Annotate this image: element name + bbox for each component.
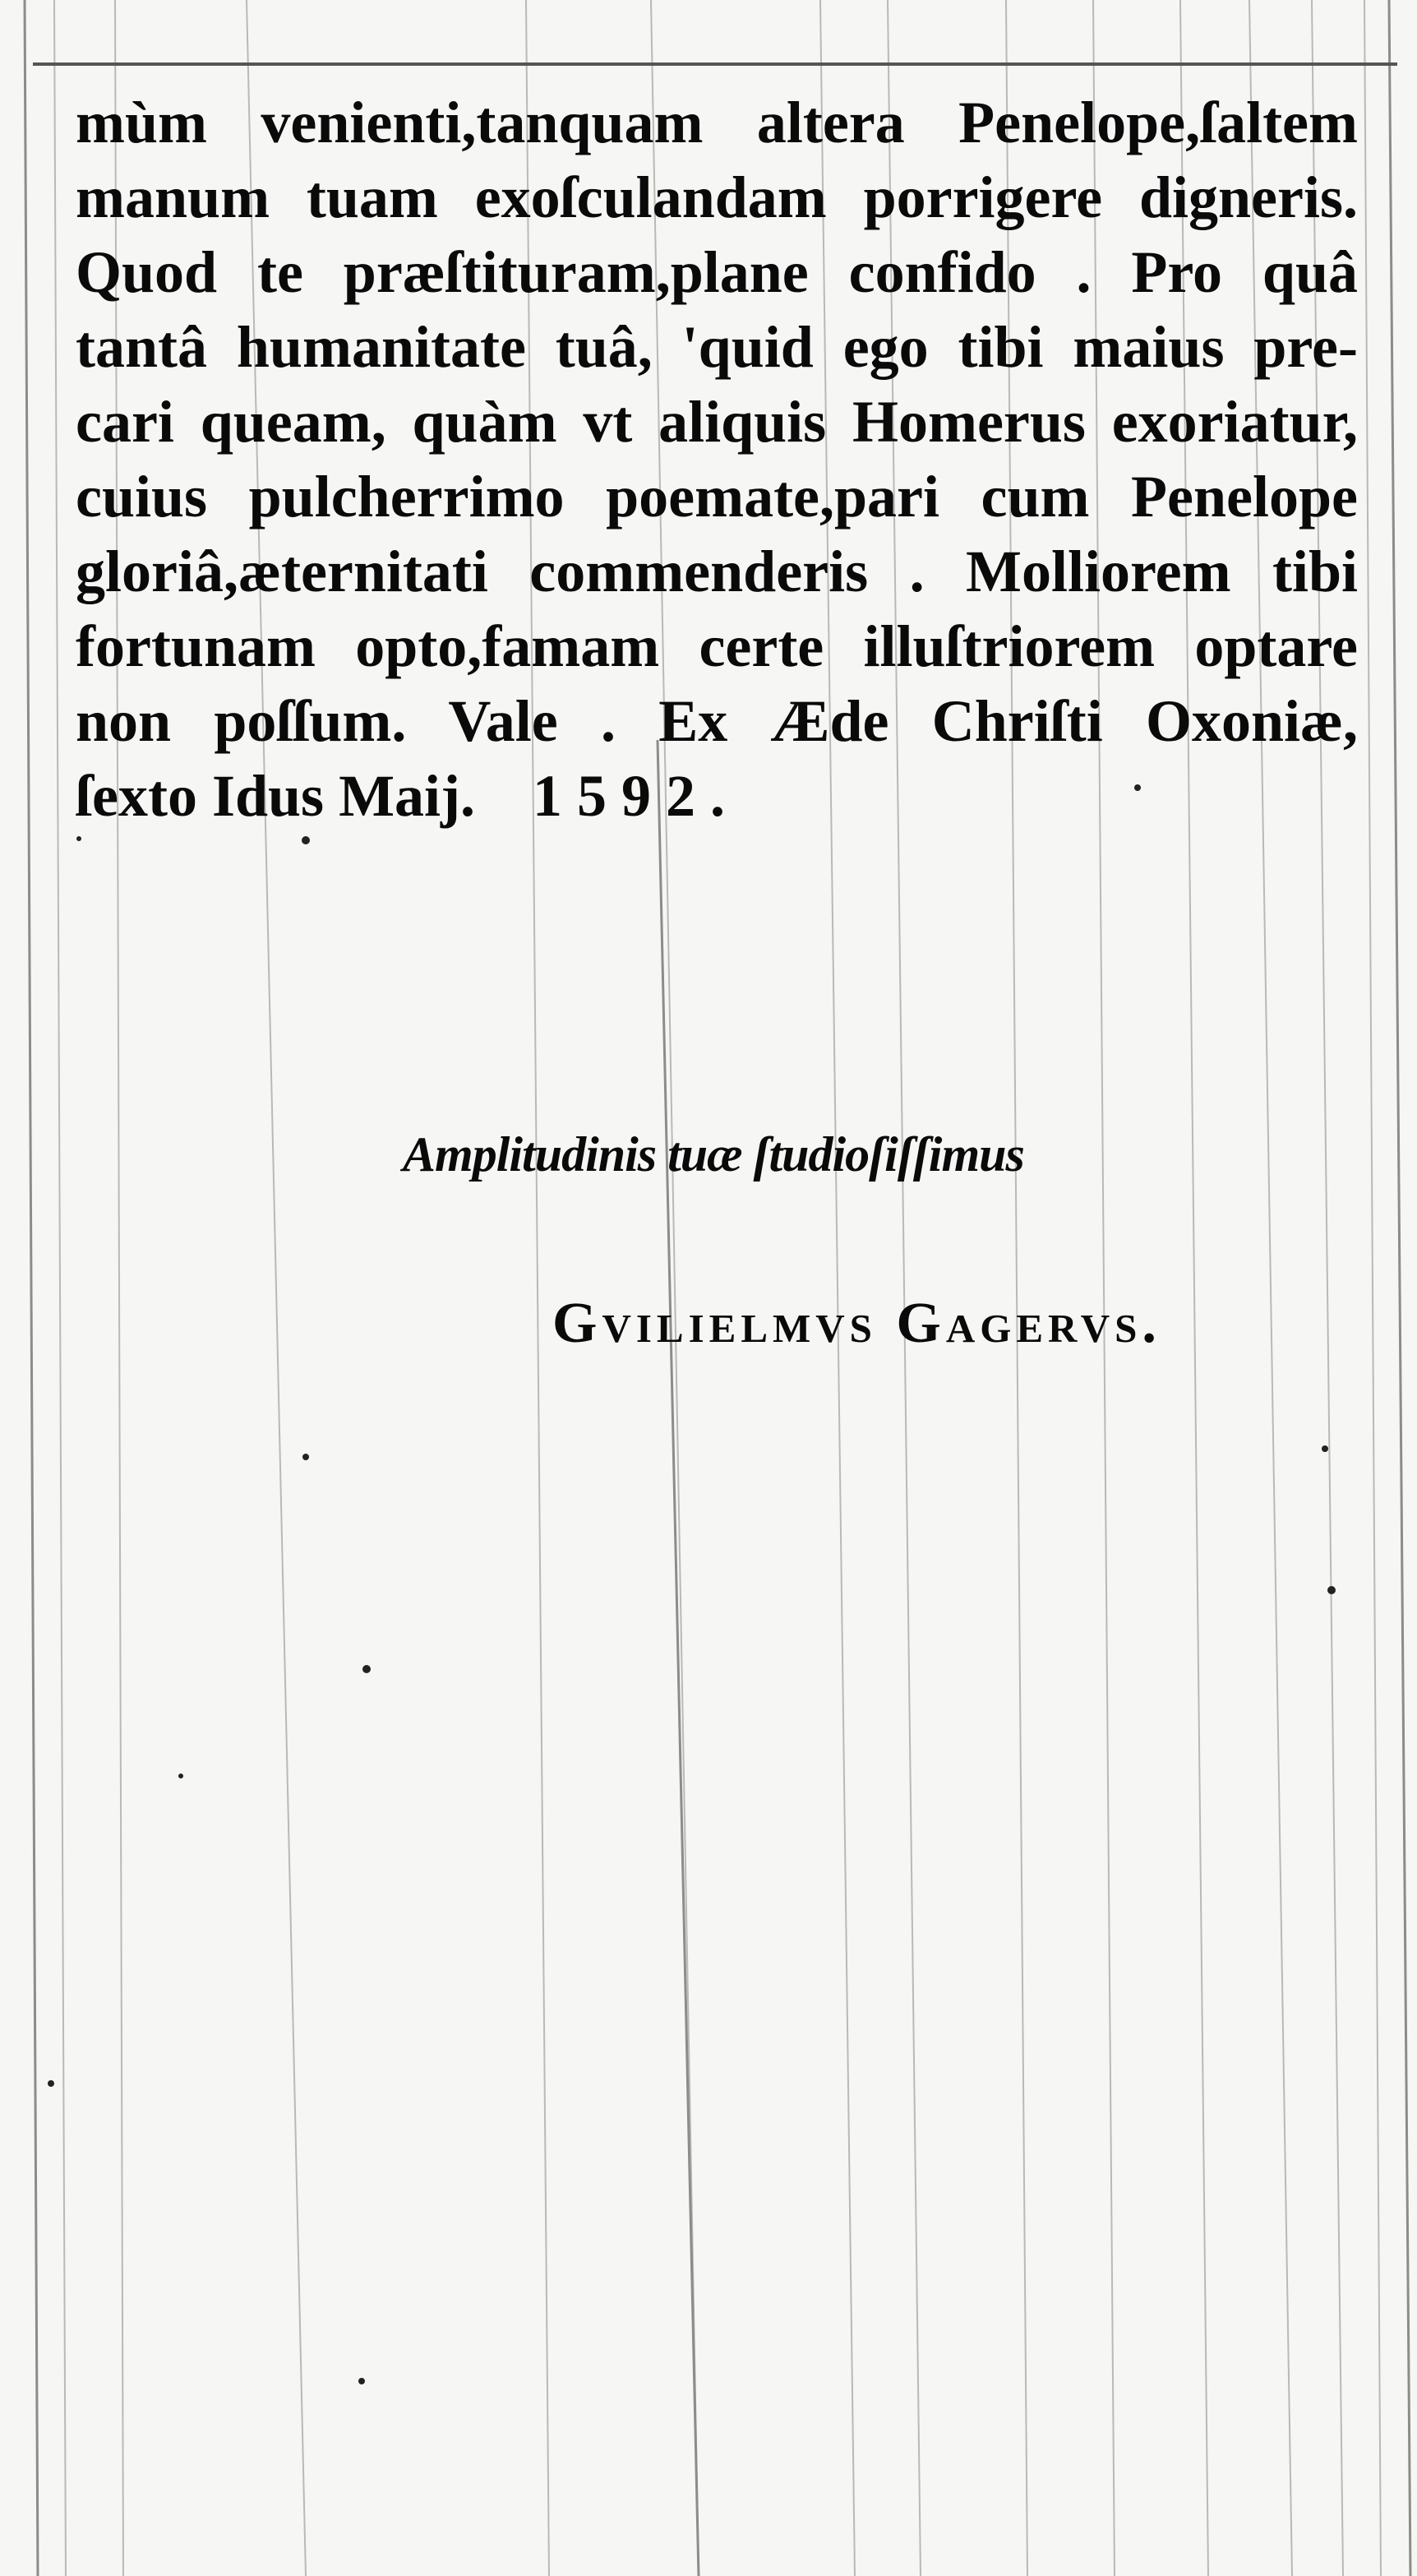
dateline-row bbox=[76, 759, 1358, 834]
text-line: gloriâ,æternitati commenderis . Molliorem tibi bbox=[76, 539, 1358, 604]
text-line: mùm venienti,tanquam altera Penelope,ſaltem bbox=[76, 90, 1358, 155]
text-line: cuius pulcherrimo poemate,pari cum Penelope bbox=[76, 464, 1358, 530]
text-line: cari queam, quàm vt aliquis Homerus exoriatur, bbox=[76, 389, 1358, 455]
text-line: manum tuam exoſculandam porrigere digneris. bbox=[76, 164, 1358, 230]
text-line: tantâ humanitate tuâ, 'quid ego tibi maius pre- bbox=[76, 314, 1358, 380]
top-rule bbox=[33, 62, 1397, 66]
text-line: Quod te præſtituram,plane confido . Pro quâ bbox=[76, 239, 1358, 305]
text-line: fortunam opto,famam certe illuſtriorem optare bbox=[76, 613, 1358, 679]
signature: Gvilielmvs Gagervs. bbox=[552, 1292, 1161, 1355]
year: 1592. bbox=[533, 763, 740, 829]
closing-formula: Amplitudinis tuæ ſtudioſiſſimus bbox=[403, 1127, 1024, 1182]
letter-body bbox=[76, 86, 1358, 834]
text-line: non poſſum. Vale . Ex Æde Chriſti Oxoniæ, bbox=[76, 688, 1358, 754]
dateline: ſexto Idus Maij. bbox=[76, 763, 475, 829]
